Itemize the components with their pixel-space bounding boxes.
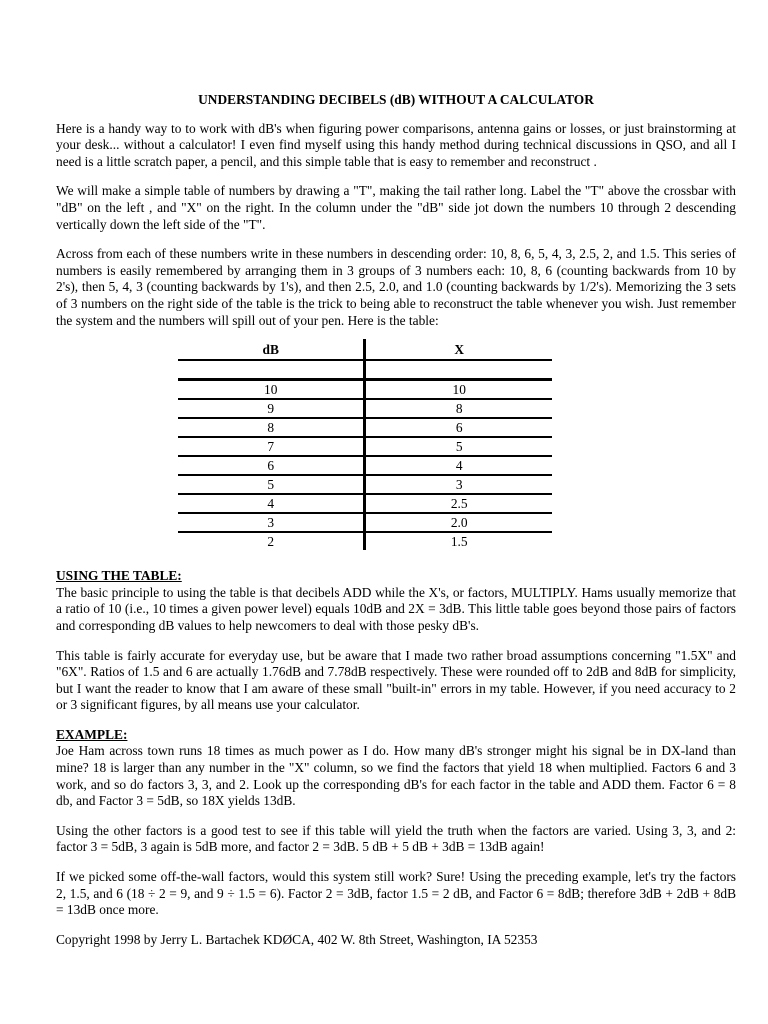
db-table-container	[178, 339, 552, 550]
db-cell: 5	[178, 475, 365, 494]
copyright-line: Copyright 1998 by Jerry L. Bartachek KDØCA, 402 W. 8th Street, Washington, IA 52353	[56, 931, 538, 947]
table-header-row	[178, 339, 552, 360]
table-row	[178, 475, 552, 494]
x-cell: 3	[365, 475, 552, 494]
table-header-db: dB	[178, 339, 365, 360]
db-cell: 7	[178, 437, 365, 456]
example-heading: EXAMPLE:	[56, 726, 128, 742]
table-row	[178, 532, 552, 550]
table-row	[178, 380, 552, 400]
intro-paragraph-1: Here is a handy way to to work with dB's when figuring power comparisons, antenna gains or losses, or just brainstorming at your desk... without a calculator! I even find myself using this handy method during technical discussions in QSO, and all I need is a little scratch paper, a pencil, and this simple table that is easy to remember and reconstruct .	[56, 120, 736, 169]
db-cell: 6	[178, 456, 365, 475]
example-paragraph-2: Using the other factors is a good test to see if this table will yield the truth when the factors are varied. Using 3, 3, and 2: factor 3 = 5dB, 3 again is 5dB more, and factor 2 = 3dB. 5 dB + 5 dB + 3dB = 13dB again!	[56, 822, 736, 855]
intro-paragraph-3: Across from each of these numbers write in these numbers in descending order: 10, 8, 6, 5, 4, 3, 2.5, 2, and 1.5. This series of numbers is easily remembered by arranging them in 3 groups of 3 numbers each: 10, 8, 6 (counting backwards from 10 by 2's), then 5, 4, 3 (counting backwards by 1's), and then 2.5, 2.0, and 1.0 (counting backwards by 1/2's). Memorizing the 3 sets of 3 numbers on the right side of the table is the trick to being able to reconstruct the table whenever you wish. Just remember the system and the numbers will spill out of your pen. Here is the table:	[56, 246, 736, 328]
x-cell: 6	[365, 418, 552, 437]
x-cell: 5	[365, 437, 552, 456]
x-cell: 2.5	[365, 494, 552, 513]
table-header-x: X	[454, 341, 465, 357]
db-cell: 9	[178, 399, 365, 418]
using-paragraph-2: This table is fairly accurate for everyday use, but be aware that I made two rather broad assumptions concerning "1.5X" and "6X". Ratios of 1.5 and 6 are actually 1.76dB and 7.78dB respectively. These were rounded off to 2dB and 8dB for simplicity, but I want the reader to know that I am aware of these small "built-in" errors in my table. However, if you need accuracy to 2 or 3 significant figures, by all means use your calculator.	[56, 647, 736, 713]
table-row	[178, 513, 552, 532]
db-cell: 10	[178, 380, 365, 400]
table-row	[178, 399, 552, 418]
document-title: UNDERSTANDING DECIBELS (dB) WITHOUT A CALCULATOR	[198, 92, 594, 107]
document-page	[56, 92, 736, 948]
db-cell: 4	[178, 494, 365, 513]
example-paragraph-1: Joe Ham across town runs 18 times as much power as I do. How many dB's stronger might his signal be in DX-land than mine? 18 is larger than any number in the "X" column, so we find the factors that yield 18 when multiplied. Factors 6 and 3 work, and so do factors 3, 3, and 2. Look up the corresponding dB's for each factor in the table and ADD them. Factor 6 = 8 db, and Factor 3 = 5dB, so 18X yields 13dB.	[56, 743, 736, 809]
table-double-rule	[178, 360, 552, 380]
example-paragraph-3: If we picked some off-the-wall factors, would this system still work? Sure! Using the preceding example, let's try the factors 2, 1.5, and 6 (18 ÷ 2 = 9, and 9 ÷ 1.5 = 6). Factor 2 = 3dB, factor 1.5 = 2 dB, and Factor 6 = 8dB; therefore 3dB + 2dB + 8dB = 13dB once more.	[56, 869, 736, 918]
x-cell: 8	[365, 399, 552, 418]
using-heading: USING THE TABLE:	[56, 568, 182, 584]
db-table	[178, 339, 552, 550]
table-row	[178, 494, 552, 513]
table-row	[178, 418, 552, 437]
table-row	[178, 437, 552, 456]
x-cell: 1.5	[365, 532, 552, 550]
x-cell: 2.0	[365, 513, 552, 532]
x-cell: 10	[365, 380, 552, 400]
using-paragraph-1: The basic principle to using the table is that decibels ADD while the X's, or factors, MULTIPLY. Hams usually memorize that a ratio of 10 (i.e., 10 times a given power level) equals 10dB and 2X = 3dB. This little table goes beyond those pairs of factors and corresponding dB values to help newcomers to deal with those pesky dB's.	[56, 584, 736, 633]
db-cell: 3	[178, 513, 365, 532]
db-cell: 8	[178, 418, 365, 437]
table-row	[178, 456, 552, 475]
db-cell: 2	[178, 532, 365, 550]
x-cell: 4	[365, 456, 552, 475]
intro-paragraph-2: We will make a simple table of numbers by drawing a "T", making the tail rather long. Label the "T" above the crossbar with "dB" on the left , and "X" on the right. In the column under the "dB" side jot down the numbers 10 through 2 descending vertically down the left side of the "T".	[56, 183, 736, 232]
